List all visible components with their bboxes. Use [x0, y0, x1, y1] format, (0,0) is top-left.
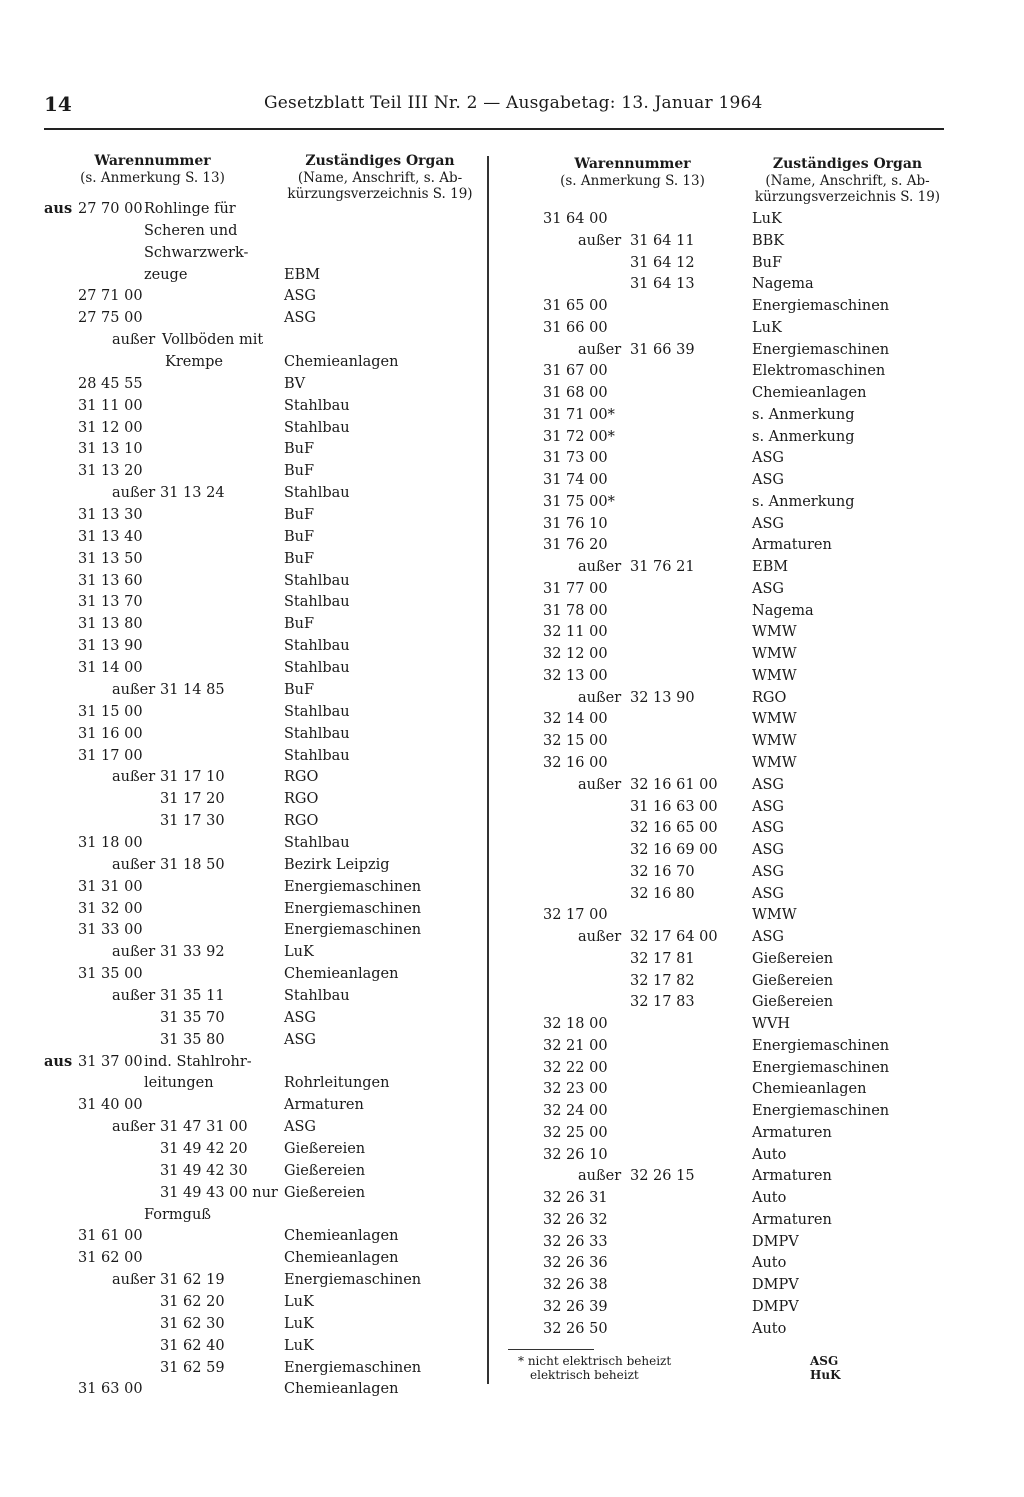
- row-organ: Armaturen: [284, 1097, 364, 1114]
- row-desc: 31 62 59: [160, 1359, 225, 1376]
- row-organ: Auto: [752, 1190, 787, 1207]
- row-num: 31 65 00: [543, 298, 608, 315]
- row-organ: ASG: [752, 885, 784, 902]
- row-pre: aus: [44, 1052, 73, 1070]
- row-desc: 31 35 70: [160, 1009, 225, 1026]
- row-desc: 31 35 11: [160, 987, 225, 1004]
- row-organ: Auto: [752, 1146, 787, 1163]
- page-number: 14: [44, 92, 72, 116]
- row-num: 31 77 00: [543, 580, 608, 597]
- row-num: 32 23 00: [543, 1081, 608, 1098]
- row-organ: Armaturen: [752, 1211, 832, 1228]
- row-desc: 31 17 10: [160, 769, 225, 786]
- row-desc: leitungen: [144, 1075, 214, 1092]
- row-num: 31 68 00: [543, 385, 608, 402]
- row-organ: Gießereien: [752, 972, 834, 989]
- row-organ: WMW: [752, 646, 797, 663]
- row-organ: Gießereien: [284, 1162, 366, 1179]
- row-num: 31 76 10: [543, 515, 608, 532]
- row-organ: Energiemaschinen: [752, 1059, 890, 1076]
- row-organ: Auto: [752, 1320, 787, 1337]
- row-num: außer: [578, 929, 622, 946]
- row-desc: 31 62 30: [160, 1315, 225, 1332]
- row-organ: Chemieanlagen: [284, 1250, 399, 1267]
- row-num: 31 13 30: [78, 507, 143, 524]
- row-sub: 31 66 39: [630, 341, 695, 358]
- row-num: 31 76 20: [543, 537, 608, 554]
- row-num: 31 74 00: [543, 472, 608, 489]
- row-num: außer: [112, 485, 156, 502]
- row-desc: 31 17 30: [160, 813, 225, 830]
- row-num: 31 33 00: [78, 922, 143, 939]
- row-desc: 31 18 50: [160, 856, 225, 873]
- row-num: 31 18 00: [78, 834, 143, 851]
- row-num: 31 13 90: [78, 638, 143, 655]
- row-organ: BV: [284, 375, 306, 392]
- row-organ: Energiemaschinen: [752, 1037, 890, 1054]
- row-organ: Stahlbau: [284, 419, 350, 436]
- heading-number: Warennummer: [94, 153, 211, 169]
- footnote-1-organ: ASG: [810, 1354, 839, 1368]
- row-num: 31 13 80: [78, 616, 143, 633]
- row-organ: Armaturen: [752, 537, 832, 554]
- row-num: 31 66 00: [543, 319, 608, 336]
- row-organ: LuK: [752, 319, 782, 336]
- row-num: 32 26 31: [543, 1190, 608, 1207]
- row-organ: WMW: [752, 755, 797, 771]
- row-organ: ASG: [284, 310, 316, 327]
- row-organ: ASG: [752, 820, 784, 837]
- row-organ: Nagema: [752, 276, 814, 293]
- row-sub: 32 17 82: [630, 972, 695, 989]
- row-num: außer: [578, 341, 622, 358]
- row-num: 31 72 00*: [543, 428, 615, 445]
- heading-number-right: Warennummer: [574, 156, 691, 172]
- row-organ: s. Anmerkung: [752, 428, 855, 445]
- row-desc: ind. Stahlrohr-: [144, 1053, 252, 1070]
- footnote-2-organ: HuK: [810, 1368, 841, 1382]
- row-organ: Elektromaschinen: [752, 363, 886, 380]
- row-sub: 32 16 69 00: [630, 842, 718, 859]
- row-num: 31 13 40: [78, 528, 143, 545]
- row-organ: Gießereien: [284, 1140, 366, 1157]
- row-num: 31 61 00: [78, 1228, 143, 1245]
- footnote-2-text: elektrisch beheizt: [530, 1368, 639, 1382]
- row-sub: 32 16 70: [630, 863, 695, 880]
- row-num: 27 71 00: [78, 288, 143, 305]
- row-organ: DMPV: [752, 1233, 799, 1250]
- row-organ: WVH: [752, 1016, 791, 1033]
- row-organ: LuK: [284, 1337, 314, 1354]
- row-organ: DMPV: [752, 1299, 799, 1315]
- row-num: 31 32 00: [78, 900, 143, 917]
- row-num: 32 18 00: [543, 1016, 608, 1033]
- row-num: außer: [112, 769, 156, 786]
- heading-number-note-right: (s. Anmerkung S. 13): [560, 173, 705, 189]
- row-organ: WMW: [752, 711, 797, 728]
- row-num: 32 15 00: [543, 733, 608, 750]
- row-num: 31 37 00: [78, 1053, 143, 1070]
- row-num: außer: [578, 1168, 622, 1185]
- row-num: 31 75 00*: [543, 493, 615, 510]
- row-organ: ASG: [752, 472, 784, 489]
- row-organ: Gießereien: [752, 994, 834, 1011]
- heading-organ-right: Zuständiges Organ: [772, 156, 923, 172]
- row-desc: 31 49 42 20: [160, 1140, 248, 1157]
- row-organ: Bezirk Leipzig: [284, 856, 390, 873]
- row-desc: Schwarzwerk-: [144, 244, 249, 261]
- row-num: 32 21 00: [543, 1037, 608, 1054]
- heading-organ-note-1: (Name, Anschrift, s. Ab-: [297, 170, 463, 186]
- row-num: 31 62 00: [78, 1250, 143, 1267]
- row-organ: Stahlbau: [284, 638, 350, 655]
- row-organ: WMW: [752, 907, 797, 924]
- row-organ: Stahlbau: [284, 834, 350, 851]
- row-organ: ASG: [752, 798, 784, 815]
- row-num: außer: [112, 944, 156, 961]
- row-organ: RGO: [284, 813, 319, 830]
- row-organ: DMPV: [752, 1277, 799, 1294]
- row-organ: Stahlbau: [284, 725, 350, 742]
- row-num: 32 26 36: [543, 1255, 608, 1272]
- row-organ: Chemieanlagen: [284, 354, 399, 371]
- row-num: 31 13 20: [78, 463, 143, 480]
- row-organ: ASG: [752, 450, 784, 467]
- row-desc: 31 49 42 30: [160, 1162, 248, 1179]
- row-organ: Energiemaschinen: [284, 922, 422, 939]
- row-num: außer: [112, 681, 156, 698]
- row-desc: Krempe: [165, 354, 223, 371]
- right-heading-organ: [745, 156, 950, 205]
- row-organ: RGO: [284, 769, 319, 786]
- heading-organ-note-2-right: kürzungsverzeichnis S. 19): [754, 189, 941, 205]
- row-num: 31 71 00*: [543, 406, 615, 423]
- row-organ: BuF: [752, 254, 783, 271]
- row-organ: Energiemaschinen: [284, 1359, 422, 1376]
- row-sub: 32 16 80: [630, 885, 695, 902]
- left-heading-number: [70, 153, 235, 186]
- row-organ: WMW: [752, 624, 797, 641]
- row-sub: 31 64 12: [630, 254, 695, 271]
- footnote-1-text: * nicht elektrisch beheizt: [518, 1354, 672, 1368]
- row-desc: 31 47 31 00: [160, 1119, 248, 1136]
- row-num: außer: [112, 1272, 156, 1289]
- row-num: 32 26 10: [543, 1146, 608, 1163]
- row-organ: BBK: [752, 232, 785, 249]
- right-heading-number: [540, 156, 725, 189]
- row-organ: Energiemaschinen: [284, 1272, 422, 1289]
- row-pre: aus: [44, 200, 73, 217]
- row-num: 27 70 00: [78, 201, 143, 217]
- row-sub: 32 16 61 00: [630, 776, 718, 793]
- row-organ: Gießereien: [284, 1184, 366, 1201]
- left-heading-organ: [280, 153, 480, 202]
- row-desc: 31 49 43 00 nur: [160, 1184, 278, 1201]
- row-organ: Energiemaschinen: [284, 900, 422, 917]
- row-organ: Armaturen: [752, 1124, 832, 1141]
- row-sub: 31 76 21: [630, 559, 695, 576]
- heading-organ-note-1-right: (Name, Anschrift, s. Ab-: [765, 173, 930, 189]
- row-organ: BuF: [284, 528, 315, 545]
- row-desc: 31 17 20: [160, 791, 225, 808]
- row-organ: Stahlbau: [284, 397, 350, 414]
- row-organ: Stahlbau: [284, 987, 350, 1004]
- row-organ: Chemieanlagen: [284, 1228, 399, 1245]
- row-organ: WMW: [752, 667, 797, 684]
- row-num: außer: [112, 332, 156, 349]
- row-sub: 31 64 11: [630, 232, 695, 249]
- row-desc: 31 35 80: [160, 1031, 225, 1048]
- heading-organ-note-2: kürzungsverzeichnis S. 19): [287, 186, 473, 202]
- row-num: außer: [578, 232, 622, 249]
- row-num: 31 15 00: [78, 703, 143, 720]
- row-organ: Chemieanlagen: [284, 1381, 399, 1398]
- row-num: 31 31 00: [78, 878, 143, 895]
- row-organ: BuF: [284, 681, 315, 698]
- row-organ: LuK: [284, 1294, 314, 1310]
- row-num: 31 16 00: [78, 725, 143, 742]
- row-organ: RGO: [284, 791, 319, 808]
- row-sub: 32 17 64 00: [630, 929, 718, 946]
- row-num: 32 26 38: [543, 1277, 608, 1294]
- footnote-2: [530, 1368, 841, 1382]
- row-organ: LuK: [284, 944, 314, 961]
- row-organ: BuF: [284, 550, 315, 567]
- running-header: Gesetzblatt Teil III Nr. 2 — Ausgabetag: 13. Januar 1964: [264, 93, 763, 113]
- row-num: 31 13 60: [78, 572, 143, 589]
- row-num: 32 12 00: [543, 646, 608, 663]
- row-sub: 32 13 90: [630, 689, 695, 706]
- row-organ: WMW: [752, 733, 797, 750]
- row-organ: Stahlbau: [284, 594, 350, 611]
- row-organ: ASG: [752, 776, 784, 793]
- row-organ: BuF: [284, 463, 315, 480]
- row-organ: ASG: [284, 1031, 316, 1048]
- row-num: 31 78 00: [543, 602, 608, 619]
- row-organ: Auto: [752, 1255, 787, 1272]
- row-organ: Stahlbau: [284, 703, 350, 720]
- row-organ: EBM: [752, 559, 789, 576]
- row-num: 31 63 00: [78, 1381, 143, 1398]
- row-desc: 31 13 24: [160, 485, 225, 502]
- row-organ: ASG: [752, 929, 784, 946]
- row-organ: ASG: [284, 1009, 316, 1026]
- row-organ: Stahlbau: [284, 572, 350, 589]
- row-num: 32 26 50: [543, 1320, 608, 1337]
- row-desc: zeuge: [144, 266, 188, 283]
- row-num: 32 13 00: [543, 667, 608, 684]
- row-num: außer: [578, 559, 622, 576]
- row-organ: ASG: [284, 1119, 316, 1136]
- row-num: 31 64 00: [543, 211, 608, 227]
- row-num: 31 40 00: [78, 1097, 143, 1114]
- row-organ: Energiemaschinen: [752, 341, 890, 358]
- row-desc: 31 62 19: [160, 1272, 225, 1289]
- row-num: 32 17 00: [543, 907, 608, 924]
- row-organ: LuK: [752, 211, 782, 227]
- row-organ: s. Anmerkung: [752, 493, 855, 510]
- row-organ: BuF: [284, 441, 315, 458]
- row-num: 32 26 39: [543, 1299, 608, 1315]
- row-organ: s. Anmerkung: [752, 406, 855, 423]
- row-organ: Rohrleitungen: [284, 1075, 390, 1092]
- heading-organ: Zuständiges Organ: [305, 153, 455, 169]
- row-organ: Chemieanlagen: [752, 1081, 867, 1098]
- row-organ: Gießereien: [752, 950, 834, 967]
- footnote-rule: [508, 1349, 594, 1350]
- row-sub: 32 16 65 00: [630, 820, 718, 837]
- header-rule: [44, 128, 944, 130]
- row-organ: Stahlbau: [284, 485, 350, 502]
- row-organ: BuF: [284, 507, 315, 524]
- row-desc: Vollböden mit: [162, 332, 264, 349]
- row-num: außer: [112, 856, 156, 873]
- row-organ: ASG: [752, 515, 784, 532]
- row-organ: Energiemaschinen: [752, 298, 890, 315]
- row-organ: Energiemaschinen: [284, 878, 422, 895]
- row-organ: Armaturen: [752, 1168, 832, 1185]
- footnote-1: [518, 1354, 839, 1368]
- row-num: 32 24 00: [543, 1103, 608, 1120]
- row-organ: EBM: [284, 266, 321, 283]
- row-num: außer: [578, 689, 622, 706]
- row-num: 27 75 00: [78, 310, 143, 327]
- row-desc: Scheren und: [144, 222, 238, 239]
- row-organ: Energiemaschinen: [752, 1103, 890, 1120]
- heading-number-note: (s. Anmerkung S. 13): [80, 170, 225, 186]
- row-num: 32 26 33: [543, 1233, 608, 1250]
- row-desc: Formguß: [144, 1206, 211, 1223]
- row-num: außer: [112, 1119, 156, 1136]
- row-sub: 32 26 15: [630, 1168, 695, 1185]
- row-num: 32 14 00: [543, 711, 608, 728]
- row-sub: 32 17 83: [630, 994, 695, 1011]
- row-sub: 31 16 63 00: [630, 798, 718, 815]
- row-organ: Stahlbau: [284, 660, 350, 677]
- row-desc: 31 14 85: [160, 681, 225, 698]
- row-num: 32 22 00: [543, 1059, 608, 1076]
- row-num: 31 17 00: [78, 747, 143, 764]
- row-sub: 31 64 13: [630, 276, 695, 293]
- row-num: 32 25 00: [543, 1124, 608, 1141]
- row-num: 31 73 00: [543, 450, 608, 467]
- row-organ: Chemieanlagen: [284, 966, 399, 983]
- row-num: 31 13 70: [78, 594, 143, 611]
- row-num: 31 11 00: [78, 397, 143, 414]
- row-organ: BuF: [284, 616, 315, 633]
- row-organ: RGO: [752, 689, 787, 706]
- row-num: 32 16 00: [543, 755, 608, 771]
- row-organ: LuK: [284, 1315, 314, 1332]
- row-num: 31 13 10: [78, 441, 143, 458]
- row-organ: Nagema: [752, 602, 814, 619]
- row-num: 31 67 00: [543, 363, 608, 380]
- row-desc: 31 33 92: [160, 944, 225, 961]
- row-num: außer: [578, 776, 622, 793]
- row-desc: 31 62 20: [160, 1294, 225, 1310]
- row-desc: Rohlinge für: [144, 201, 236, 217]
- row-organ: Stahlbau: [284, 747, 350, 764]
- row-organ: ASG: [752, 842, 784, 859]
- row-num: 31 13 50: [78, 550, 143, 567]
- row-num: 31 14 00: [78, 660, 143, 677]
- row-num: 32 11 00: [543, 624, 608, 641]
- row-num: 31 12 00: [78, 419, 143, 436]
- column-divider: [487, 156, 489, 1384]
- row-num: außer: [112, 987, 156, 1004]
- row-num: 32 26 32: [543, 1211, 608, 1228]
- row-organ: ASG: [752, 863, 784, 880]
- row-organ: Chemieanlagen: [752, 385, 867, 402]
- row-organ: ASG: [752, 580, 784, 597]
- row-num: 31 35 00: [78, 966, 143, 983]
- row-organ: ASG: [284, 288, 316, 305]
- row-sub: 32 17 81: [630, 950, 695, 967]
- row-num: 28 45 55: [78, 375, 143, 392]
- row-desc: 31 62 40: [160, 1337, 225, 1354]
